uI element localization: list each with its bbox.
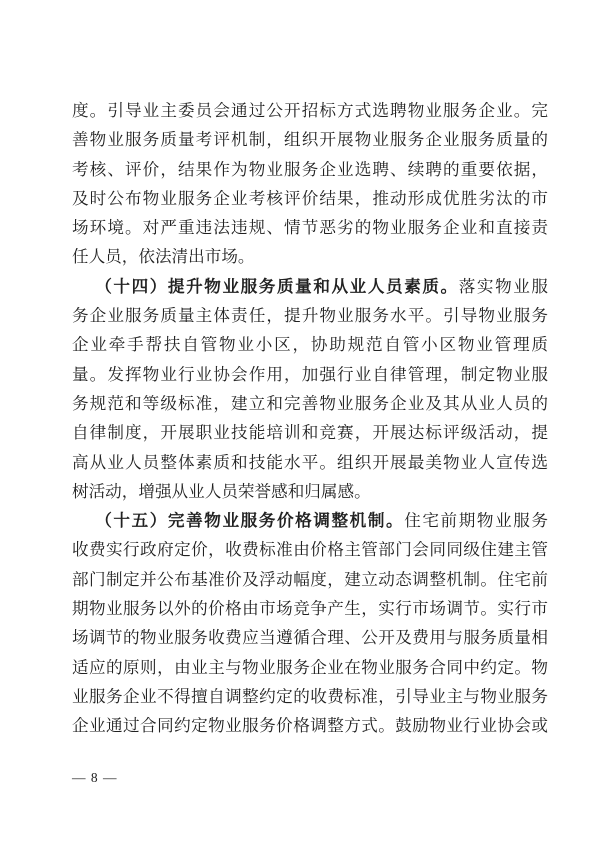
body-text-line: 树活动，增强从业人员荣誉感和归属感。 xyxy=(72,481,371,501)
body-text-line: 部门制定并公布基准价及浮动幅度，建立动态调整机制。住宅前 xyxy=(72,569,548,589)
body-text-line: 业服务企业不得擅自调整约定的收费标准，引导业主与物业服务 xyxy=(72,686,548,706)
body-text-line: 场环境。对严重违法违规、情节恶劣的物业服务企业和直接责 xyxy=(72,218,548,238)
body-text-line: 及时公布物业服务企业考核评价结果，推动形成优胜劣汰的市 xyxy=(72,188,548,208)
body-text-line: 善物业服务质量考评机制，组织开展物业服务企业服务质量的 xyxy=(72,130,548,150)
body-text-line: 务规范和等级标准，建立和完善物业服务企业及其从业人员的 xyxy=(72,393,548,413)
body-text-line: 期物业服务以外的价格由市场竞争产生，实行市场调节。实行市 xyxy=(72,599,548,619)
document-body xyxy=(72,96,548,741)
section-15-body-start: 住宅前期物业服务 xyxy=(404,511,549,531)
body-text-line: 适应的原则，由业主与物业服务企业在物业服务合同中约定。物 xyxy=(72,657,548,677)
section-heading-line xyxy=(72,506,548,535)
body-text-line: 高从业人员整体素质和技能水平。组织开展最美物业人宣传选 xyxy=(72,452,548,472)
section-15-heading: （十五）完善物业服务价格调整机制。 xyxy=(95,511,405,531)
body-text-line: 度。引导业主委员会通过公开招标方式选聘物业服务企业。完 xyxy=(72,101,548,120)
body-text-line: 考核、评价，结果作为物业服务企业选聘、续聘的重要依据， xyxy=(72,159,548,179)
page-number: — 8 — xyxy=(72,770,118,785)
section-14-body-start: 落实物业服 xyxy=(458,276,549,296)
body-text-line: 场调节的物业服务收费应当遵循合理、公开及费用与服务质量相 xyxy=(72,628,548,648)
body-text-line: 企业通过合同约定物业服务价格调整方式。鼓励物业行业协会或 xyxy=(72,716,548,736)
body-text-line: 收费实行政府定价，收费标准由价格主管部门会同同级住建主管 xyxy=(72,540,548,560)
body-text-line: 任人员，依法清出市场。 xyxy=(72,247,255,267)
section-14-heading: （十四）提升物业服务质量和从业人员素质。 xyxy=(95,276,459,296)
body-text-line: 量。发挥物业行业协会作用，加强行业自律管理，制定物业服 xyxy=(72,364,548,384)
body-text-line: 务企业服务质量主体责任，提升物业服务水平。引导物业服务 xyxy=(72,306,548,326)
body-text-line: 企业牵手帮扶自管物业小区，协助规范自管小区物业管理质 xyxy=(72,335,548,355)
section-heading-line xyxy=(72,272,548,301)
body-text-line: 自律制度，开展职业技能培训和竞赛，开展达标评级活动，提 xyxy=(72,423,548,443)
